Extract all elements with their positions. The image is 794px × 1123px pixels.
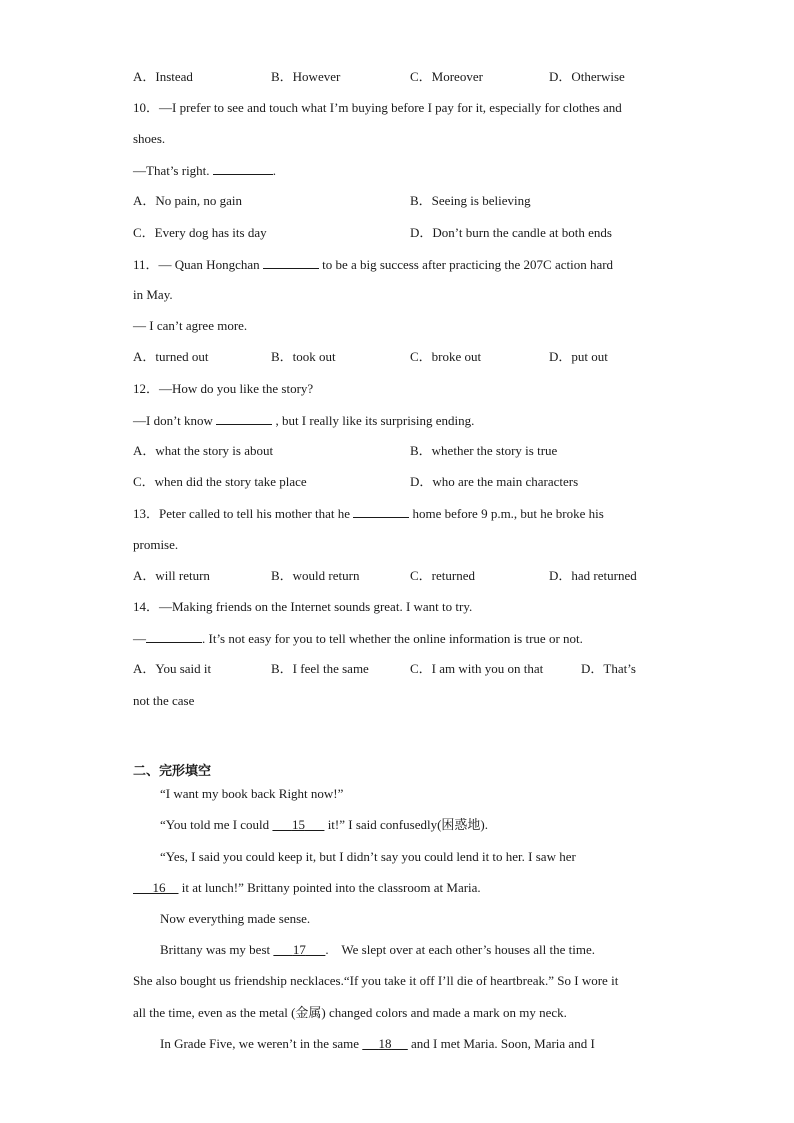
q14-text-b: . It’s not easy for you to tell whether the online information is true or not. [202, 631, 583, 646]
passage-line-6 [160, 942, 595, 958]
q14-stem-line2 [133, 630, 583, 647]
q11-stem-line3: — I can’t agree more. [133, 318, 248, 333]
q11-option-b[interactable]: B．took out [271, 349, 336, 364]
passage-text: “You told me I could [160, 817, 270, 832]
blank-18-number: 18 [378, 1036, 392, 1051]
q9-option-a[interactable]: A．Instead [133, 69, 193, 84]
passage-line-4 [133, 880, 481, 896]
q10-text-end: . [272, 163, 277, 178]
passage-text: and I met Maria. Soon, Maria and I [411, 1036, 595, 1051]
q11-option-a[interactable]: A．turned out [133, 349, 209, 364]
passage-line-7: She also bought us friendship necklaces.“If you take it off I’ll die of heartbreak.” So I wore it [133, 973, 619, 988]
q9-option-b[interactable]: B．However [271, 69, 341, 84]
q10-option-c[interactable]: C．Every dog has its day [133, 225, 267, 240]
q10-blank[interactable] [213, 162, 273, 175]
q11-text-a: 11．— Quan Hongchan [133, 257, 260, 272]
q9-option-d[interactable]: D．Otherwise [549, 69, 625, 84]
q12-option-d[interactable]: D．who are the main characters [410, 474, 579, 489]
q14-option-a[interactable]: A．You said it [133, 661, 212, 676]
q10-stem-line1: 10．—I prefer to see and touch what I’m buying before I pay for it, especially for clothes and [133, 100, 622, 115]
q14-dash: — [133, 631, 146, 646]
passage-line-1: “I want my book back Right now!” [160, 786, 344, 801]
q10-stem-line2: shoes. [133, 131, 166, 146]
q13-blank[interactable] [353, 505, 409, 518]
q13-stem-line1 [133, 505, 604, 522]
q12-option-c[interactable]: C．when did the story take place [133, 474, 307, 489]
passage-text: it!” I said confusedly(困惑地). [327, 817, 488, 832]
passage-line-2 [160, 817, 488, 833]
q9-option-c[interactable]: C．Moreover [410, 69, 483, 84]
q11-blank[interactable] [263, 256, 319, 269]
passage-text: . We slept over at each other’s houses all the time. [325, 942, 595, 957]
q14-option-d[interactable]: D．That’s [581, 661, 636, 676]
blank-15-number: 15 [291, 817, 305, 832]
q14-option-c[interactable]: C．I am with you on that [410, 661, 544, 676]
q13-option-d[interactable]: D．had returned [549, 568, 637, 583]
q11-text-b: to be a big success after practicing the 207C action hard [322, 257, 614, 272]
passage-text: In Grade Five, we weren’t in the same [160, 1036, 360, 1051]
blank-17[interactable] [273, 942, 325, 957]
blank-16[interactable] [133, 880, 179, 895]
passage-line-8: all the time, even as the metal (金属) changed colors and made a mark on my neck. [133, 1005, 567, 1020]
passage-text: it at lunch!” Brittany pointed into the classroom at Maria. [181, 880, 481, 895]
q10-option-d[interactable]: D．Don’t burn the candle at both ends [410, 225, 612, 240]
q10-stem-line3 [133, 162, 276, 179]
q12-text-b: , but I really like its surprising ending. [275, 413, 475, 428]
blank-16-number: 16 [152, 880, 166, 895]
q14-option-b[interactable]: B．I feel the same [271, 661, 369, 676]
q11-option-c[interactable]: C．broke out [410, 349, 482, 364]
section-title-cloze: 二、完形填空 [133, 764, 212, 779]
q10-option-a[interactable]: A．No pain, no gain [133, 193, 243, 208]
q13-stem-line2: promise. [133, 537, 179, 552]
q11-stem-line1 [133, 256, 613, 273]
blank-17-number: 17 [292, 942, 306, 957]
q12-blank[interactable] [216, 412, 272, 425]
blank-15[interactable] [272, 817, 324, 832]
passage-line-3: “Yes, I said you could keep it, but I didn’t say you could lend it to her. I saw her [160, 849, 576, 864]
q13-option-a[interactable]: A．will return [133, 568, 210, 583]
q12-option-b[interactable]: B．whether the story is true [410, 443, 558, 458]
blank-18[interactable] [362, 1036, 408, 1051]
q13-option-b[interactable]: B．would return [271, 568, 360, 583]
q11-option-d[interactable]: D．put out [549, 349, 608, 364]
passage-line-9 [160, 1036, 595, 1052]
q10-text: —That’s right. [133, 163, 210, 178]
passage-text: Brittany was my best [160, 942, 271, 957]
q14-option-d-wrap: not the case [133, 693, 195, 708]
q13-text-b: home before 9 p.m., but he broke his [412, 506, 604, 521]
passage-line-5: Now everything made sense. [160, 911, 311, 926]
q10-option-b[interactable]: B．Seeing is believing [410, 193, 531, 208]
q12-stem-line1: 12．—How do you like the story? [133, 381, 314, 396]
q13-text-a: 13．Peter called to tell his mother that he [133, 506, 350, 521]
q13-option-c[interactable]: C．returned [410, 568, 475, 583]
q12-option-a[interactable]: A．what the story is about [133, 443, 274, 458]
q12-text-a: —I don’t know [133, 413, 213, 428]
q14-stem-line1: 14．—Making friends on the Internet sounds great. I want to try. [133, 599, 473, 614]
q14-blank[interactable] [146, 630, 202, 643]
q12-stem-line2 [133, 412, 474, 429]
q11-stem-line2: in May. [133, 287, 173, 302]
